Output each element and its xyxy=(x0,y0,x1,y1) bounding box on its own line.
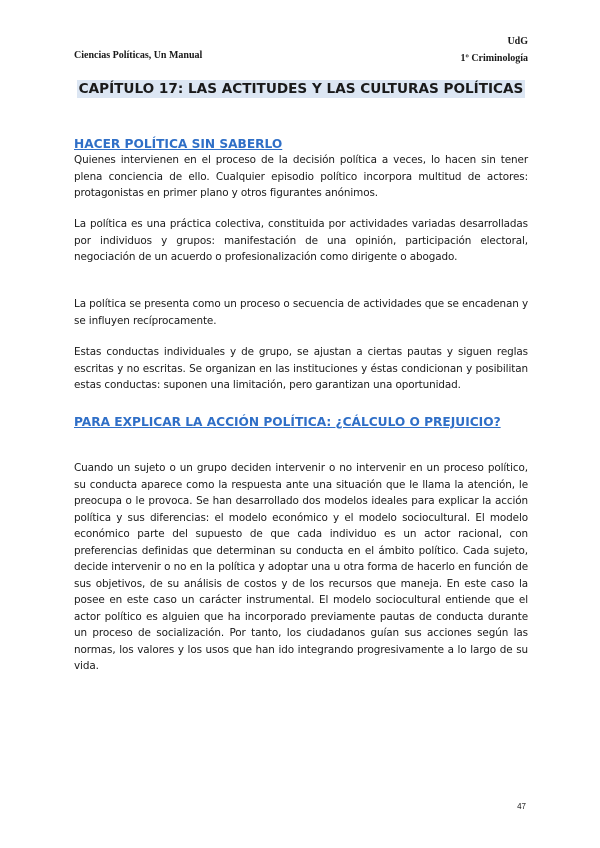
chapter-title-block xyxy=(74,78,528,99)
paragraph: La política se presenta como un proceso o secuencia de actividades que se encadenan y se influyen recíprocamente. xyxy=(74,298,528,327)
section-heading-hacer-politica: HACER POLÍTICA SIN SABERLO xyxy=(74,137,283,151)
chapter-title: CAPÍTULO 17: LAS ACTITUDES Y LAS CULTURAS POLÍTICAS xyxy=(78,81,524,97)
paragraph: La política es una práctica colectiva, constituida por actividades variadas desarrolladas por individuos y grupos: manifestación de una opinión, participación electoral, negociación de un acuerdo o profesionalización como dirigente o abogado. xyxy=(74,218,528,263)
page-number: 47 xyxy=(517,802,526,811)
header-university: UdG xyxy=(507,36,528,47)
header-course-info xyxy=(461,33,528,67)
header-course: 1º Criminología xyxy=(460,53,528,64)
section-heading-explicar-accion: PARA EXPLICAR LA ACCIÓN POLÍTICA: ¿CÁLCULO O PREJUICIO? xyxy=(74,415,501,429)
header-book-title: Ciencias Políticas, Un Manual xyxy=(74,50,203,61)
paragraph: Quienes intervienen en el proceso de la decisión política a veces, lo hacen sin tener plena conciencia de ello. Cualquier episodio político incorpora multitud de actores: protagonistas en primer plano y otros figurantes anónimos. xyxy=(74,154,528,199)
paragraph: Cuando un sujeto o un grupo deciden intervenir o no intervenir en un proceso político, su conducta aparece como la respuesta ante una situación que le llama la atención, le preocupa o le provoca. Se han desarrollado dos modelos ideales para explicar la acción política y sus diferencias: el modelo económico y el modelo sociocultural. El modelo económico parte del supuesto de que cada individuo es un actor racional, con preferencias definidas que determinan su conducta en el ámbito político. Cada sujeto, decide intervenir o no en la política y adoptar una u otra forma de hacerlo en función de sus objetivos, de su análisis de costos y de los recursos que maneja. En este caso la posee en este caso un carácter instrumental. El modelo sociocultural entiende que el actor político es alguien que ha incorporado previamente pautas de conducta durante un proceso de socialización. Por tanto, los ciudadanos guían sus acciones según las normas, los valores y los usos que han ido integrando progresivamente a lo largo de su vida. xyxy=(74,462,528,672)
paragraph: Estas conductas individuales y de grupo, se ajustan a ciertas pautas y siguen reglas escritas y no escritas. Se organizan en las instituciones y éstas condicionan y posibilitan estas conductas: suponen una limitación, pero garantizan una oportunidad. xyxy=(74,346,528,391)
